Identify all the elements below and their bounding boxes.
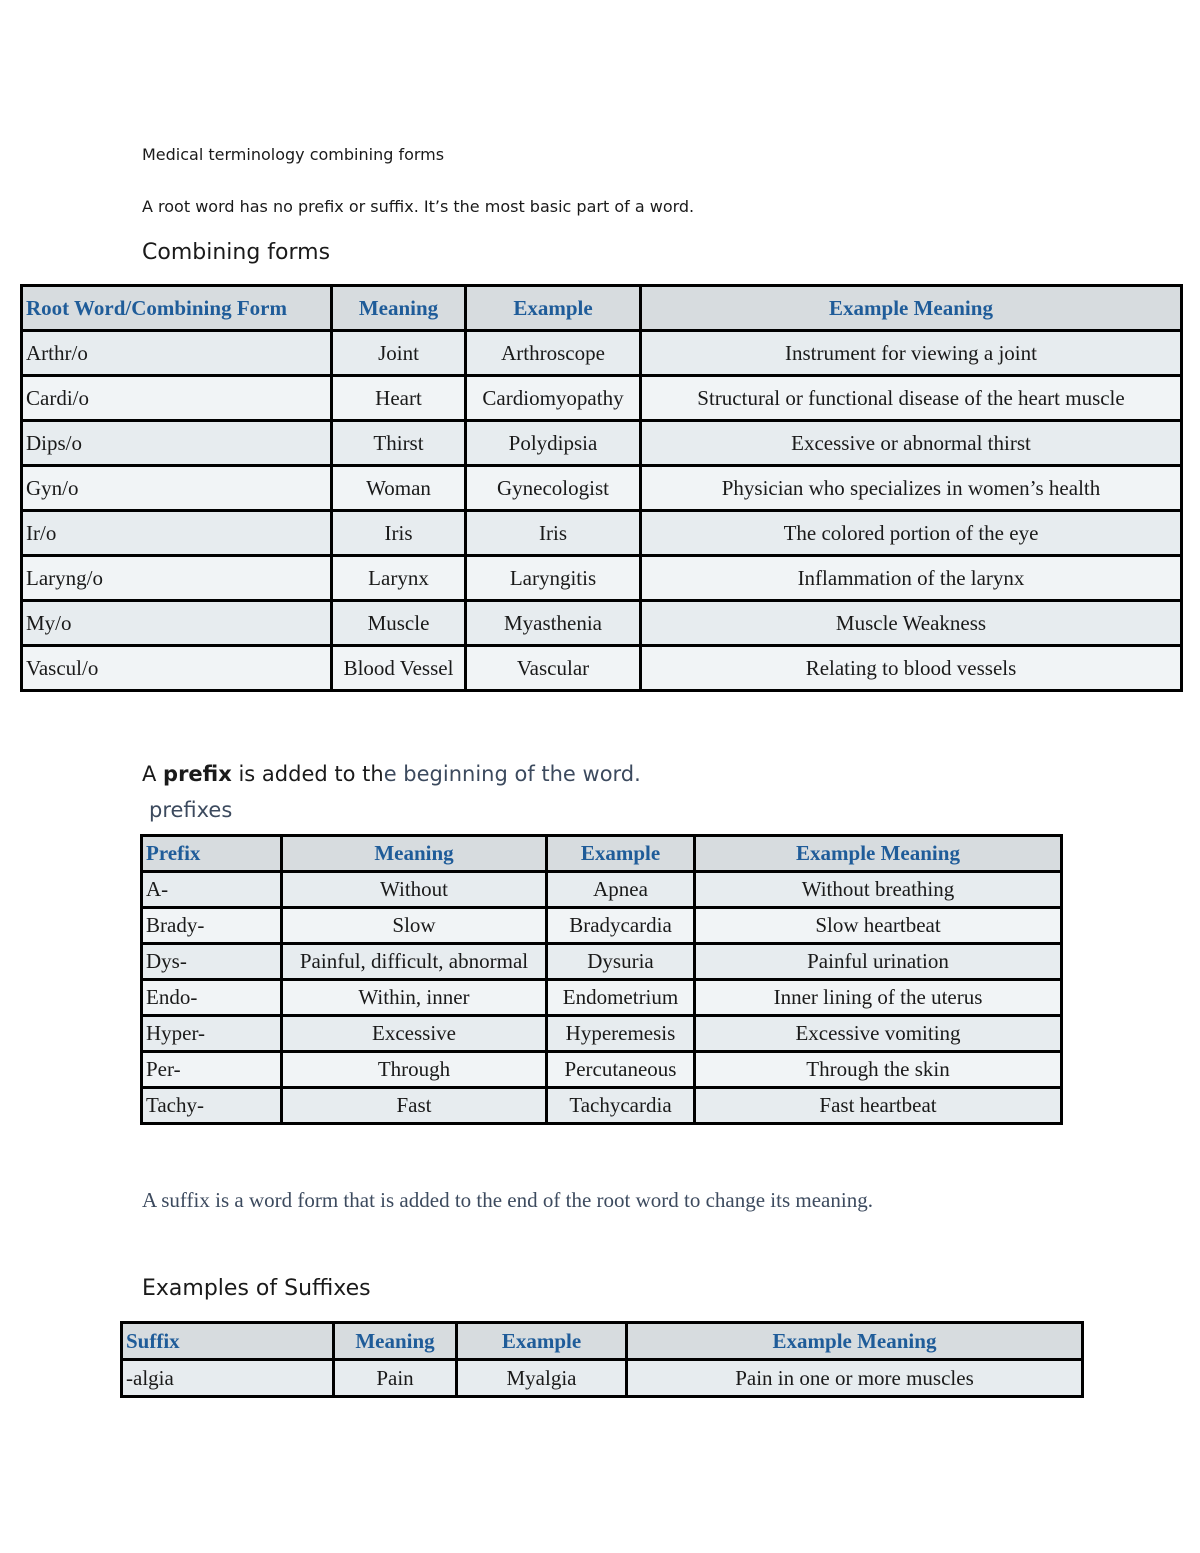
table-cell: Hyper- [142,1016,282,1052]
table-row [142,1088,1062,1124]
table-cell: Ir/o [22,511,332,556]
table-cell: Muscle Weakness [641,601,1182,646]
table-cell: Vascular [466,646,641,691]
column-header: Example [457,1323,627,1360]
table-cell: Apnea [547,872,695,908]
table-cell: Blood Vessel [332,646,466,691]
table-cell: Without breathing [695,872,1062,908]
table-cell: Slow heartbeat [695,908,1062,944]
table-cell: Heart [332,376,466,421]
table-cell: Cardiomyopathy [466,376,641,421]
table-cell: Painful, difficult, abnormal [282,944,547,980]
table-cell: Laryng/o [22,556,332,601]
table-header-row [142,836,1062,872]
table-cell: Excessive vomiting [695,1016,1062,1052]
table-row [142,944,1062,980]
prefixes-heading: prefixes [149,798,233,822]
table-cell: Gynecologist [466,466,641,511]
table-cell: The colored portion of the eye [641,511,1182,556]
table-cell: A- [142,872,282,908]
column-header: Root Word/Combining Form [22,286,332,331]
table-cell: Per- [142,1052,282,1088]
table-row [142,1016,1062,1052]
table-cell: Iris [466,511,641,556]
column-header: Prefix [142,836,282,872]
table-row [22,511,1182,556]
root-word-definition: A root word has no prefix or suffix. It’s the most basic part of a word. [142,197,695,216]
table-cell: Fast heartbeat [695,1088,1062,1124]
prefix-definition-end: e beginning of the word. [383,762,641,786]
table-cell: Painful urination [695,944,1062,980]
table-cell: -algia [122,1360,334,1397]
table-cell: Physician who specializes in women’s health [641,466,1182,511]
prefix-definition-start: A [142,762,164,786]
table-cell: Myasthenia [466,601,641,646]
prefix-definition-mid: is added to th [231,762,384,786]
table-cell: Tachy- [142,1088,282,1124]
prefix-definition [142,762,641,786]
table-cell: Joint [332,331,466,376]
column-header: Example Meaning [627,1323,1083,1360]
table-cell: Dysuria [547,944,695,980]
table-row [122,1360,1083,1397]
column-header: Meaning [334,1323,457,1360]
table-cell: Laryngitis [466,556,641,601]
table-cell: Percutaneous [547,1052,695,1088]
column-header: Example [466,286,641,331]
combining-forms-table [20,284,1183,692]
table-header-row [22,286,1182,331]
table-cell: Vascul/o [22,646,332,691]
table-cell: Through [282,1052,547,1088]
table-cell: Relating to blood vessels [641,646,1182,691]
table-cell: Gyn/o [22,466,332,511]
table-cell: My/o [22,601,332,646]
suffix-definition: A suffix is a word form that is added to the end of the root word to change its meaning. [142,1188,873,1212]
column-header: Suffix [122,1323,334,1360]
table-cell: Brady- [142,908,282,944]
table-row [22,331,1182,376]
table-row [142,1052,1062,1088]
table-cell: Pain [334,1360,457,1397]
table-cell: Dys- [142,944,282,980]
table-cell: Within, inner [282,980,547,1016]
table-cell: Arthroscope [466,331,641,376]
column-header: Example Meaning [641,286,1182,331]
table-cell: Woman [332,466,466,511]
prefix-term: prefix [163,762,232,786]
table-row [22,646,1182,691]
table-cell: Myalgia [457,1360,627,1397]
table-header-row [122,1323,1083,1360]
table-row [22,556,1182,601]
table-cell: Bradycardia [547,908,695,944]
table-cell: Instrument for viewing a joint [641,331,1182,376]
suffixes-table [120,1321,1084,1398]
table-cell: Through the skin [695,1052,1062,1088]
table-cell: Slow [282,908,547,944]
column-header: Example [547,836,695,872]
table-cell: Larynx [332,556,466,601]
prefixes-table [140,834,1063,1125]
table-row [142,872,1062,908]
table-cell: Structural or functional disease of the heart muscle [641,376,1182,421]
column-header: Example Meaning [695,836,1062,872]
column-header: Meaning [282,836,547,872]
table-cell: Tachycardia [547,1088,695,1124]
document-title: Medical terminology combining forms [142,145,445,164]
table-cell: Thirst [332,421,466,466]
table-row [22,466,1182,511]
table-cell: Without [282,872,547,908]
table-cell: Inflammation of the larynx [641,556,1182,601]
table-cell: Dips/o [22,421,332,466]
table-cell: Muscle [332,601,466,646]
table-row [22,601,1182,646]
table-row [22,376,1182,421]
table-cell: Endometrium [547,980,695,1016]
suffixes-heading: Examples of Suffixes [142,1276,371,1301]
table-cell: Hyperemesis [547,1016,695,1052]
table-cell: Endo- [142,980,282,1016]
table-cell: Excessive or abnormal thirst [641,421,1182,466]
table-cell: Inner lining of the uterus [695,980,1062,1016]
table-cell: Arthr/o [22,331,332,376]
table-cell: Polydipsia [466,421,641,466]
table-row [22,421,1182,466]
table-cell: Pain in one or more muscles [627,1360,1083,1397]
table-row [142,980,1062,1016]
table-cell: Cardi/o [22,376,332,421]
table-row [142,908,1062,944]
column-header: Meaning [332,286,466,331]
table-cell: Iris [332,511,466,556]
table-cell: Excessive [282,1016,547,1052]
table-cell: Fast [282,1088,547,1124]
combining-forms-heading: Combining forms [142,240,331,265]
